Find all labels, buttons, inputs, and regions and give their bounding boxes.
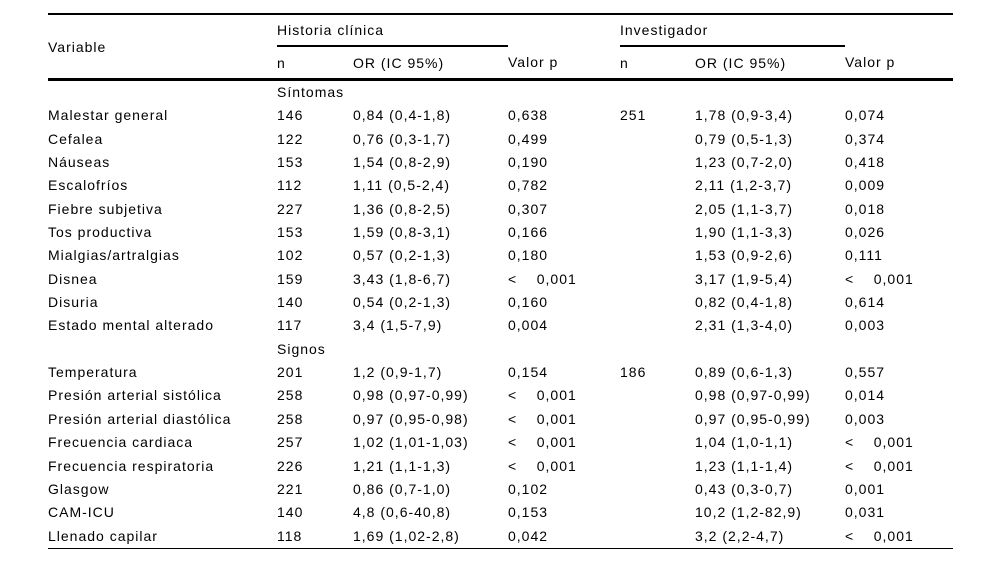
cell-p-investigador: 0,614 <box>845 294 886 311</box>
cell-p-historia: 0,180 <box>508 247 549 264</box>
column-header-or-historia: OR (IC 95%) <box>353 46 508 80</box>
cell-or-historia: 0,84 (0,4-1,8) <box>353 107 452 124</box>
group-header-row <box>48 14 953 46</box>
cell-or-historia: 3,43 (1,8-6,7) <box>353 270 452 287</box>
document-page <box>0 13 1000 563</box>
table-row <box>48 291 953 314</box>
cell-n-investigador <box>620 455 695 478</box>
cell-or-investigador: 2,31 (1,3-4,0) <box>695 317 794 334</box>
cell-p-investigador: < 0,001 <box>845 457 914 474</box>
table-row <box>48 455 953 478</box>
cell-or-investigador: 10,2 (1,2-82,9) <box>695 504 802 521</box>
table-row <box>48 501 953 524</box>
table-row <box>48 408 953 431</box>
cell-n-investigador <box>620 268 695 291</box>
cell-p-historia: < 0,001 <box>508 410 577 427</box>
cell-p-historia: 0,042 <box>508 525 620 549</box>
cell-or-investigador: 0,79 (0,5-1,3) <box>695 130 794 147</box>
cell-or-investigador: 1,78 (0,9-3,4) <box>695 107 794 124</box>
cell-variable: Llenado capilar <box>48 525 277 549</box>
cell-or-historia: 1,11 (0,5-2,4) <box>353 177 451 194</box>
cell-n-investigador <box>620 151 695 174</box>
cell-or-historia: 3,4 (1,5-7,9) <box>353 317 443 334</box>
cell-n-investigador <box>620 431 695 454</box>
cell-or-investigador: 1,04 (1,0-1,1) <box>695 434 794 451</box>
cell-n-investigador <box>620 174 695 197</box>
cell-or-historia: 0,76 (0,3-1,7) <box>353 130 452 147</box>
cell-or-historia: 0,57 (0,2-1,3) <box>353 247 452 264</box>
cell-variable: Presión arterial diastólica <box>48 410 232 427</box>
cell-p-investigador: < 0,001 <box>845 270 914 287</box>
section-row <box>48 80 953 105</box>
table-row <box>48 314 953 337</box>
cell-p-historia: 0,160 <box>508 294 549 311</box>
cell-variable: Glasgow <box>48 480 110 497</box>
section-row <box>48 338 953 361</box>
cell-n-historia: 159 <box>277 270 304 287</box>
cell-variable: Temperatura <box>48 364 138 381</box>
cell-n-historia: 122 <box>277 130 304 147</box>
cell-or-investigador: 0,89 (0,6-1,3) <box>695 364 794 381</box>
cell-n-historia: 102 <box>277 247 304 264</box>
table-row <box>48 268 953 291</box>
cell-or-historia: 1,2 (0,9-1,7) <box>353 364 443 381</box>
cell-p-investigador: 0,003 <box>845 317 886 334</box>
cell-or-historia: 0,97 (0,95-0,98) <box>353 410 469 427</box>
table-header <box>48 14 953 80</box>
cell-p-investigador: < 0,001 <box>845 434 914 451</box>
cell-p-investigador: 0,111 <box>845 247 883 264</box>
cell-or-investigador: 1,53 (0,9-2,6) <box>695 247 794 264</box>
cell-n-historia: 140 <box>277 504 304 521</box>
table-body <box>48 80 953 549</box>
cell-p-investigador: 0,374 <box>845 130 886 147</box>
table-row <box>48 221 953 244</box>
cell-variable: Escalofríos <box>48 177 129 194</box>
cell-or-historia: 1,69 (1,02-2,8) <box>353 525 508 549</box>
cell-or-investigador: 0,82 (0,4-1,8) <box>695 294 794 311</box>
cell-variable: Fiebre subjetiva <box>48 200 163 217</box>
cell-or-investigador: 1,90 (1,1-3,3) <box>695 224 794 241</box>
cell-n-investigador <box>620 314 695 337</box>
cell-n-investigador <box>620 501 695 524</box>
cell-n-investigador <box>620 525 695 549</box>
cell-or-historia: 1,59 (0,8-3,1) <box>353 224 452 241</box>
cell-p-historia: 0,190 <box>508 154 549 171</box>
cell-n-historia: 227 <box>277 200 304 217</box>
cell-p-investigador: 0,018 <box>845 200 886 217</box>
cell-or-investigador: 3,2 (2,2-4,7) <box>695 525 845 549</box>
cell-p-historia: < 0,001 <box>508 387 577 404</box>
cell-p-investigador: 0,001 <box>845 480 886 497</box>
cell-variable: Mialgias/artralgias <box>48 247 180 264</box>
cell-variable: CAM-ICU <box>48 504 115 521</box>
table-row <box>48 478 953 501</box>
column-header-n-historia: n <box>277 46 353 80</box>
section-spacer-cell <box>48 338 277 361</box>
cell-n-historia: 153 <box>277 224 304 241</box>
cell-or-investigador: 0,97 (0,95-0,99) <box>695 410 811 427</box>
cell-p-investigador: 0,557 <box>845 364 886 381</box>
cell-n-historia: 153 <box>277 154 304 171</box>
cell-n-historia: 140 <box>277 294 304 311</box>
cell-or-historia: 4,8 (0,6-40,8) <box>353 504 452 521</box>
column-header-or-investigador: OR (IC 95%) <box>695 46 845 80</box>
cell-or-investigador: 0,98 (0,97-0,99) <box>695 387 811 404</box>
table-row <box>48 361 953 384</box>
section-label: Signos <box>277 340 326 357</box>
cell-n-historia: 258 <box>277 410 304 427</box>
cell-n-historia: 201 <box>277 364 304 381</box>
cell-or-historia: 0,86 (0,7-1,0) <box>353 480 452 497</box>
cell-variable: Malestar general <box>48 107 169 124</box>
cell-p-historia: 0,004 <box>508 317 549 334</box>
cell-or-investigador: 0,43 (0,3-0,7) <box>695 480 794 497</box>
cell-or-investigador: 1,23 (1,1-1,4) <box>695 457 794 474</box>
cell-n-investigador <box>620 478 695 501</box>
cell-p-historia: < 0,001 <box>508 434 577 451</box>
cell-or-historia: 0,54 (0,2-1,3) <box>353 294 452 311</box>
cell-n-historia: 146 <box>277 107 304 124</box>
cell-p-investigador: 0,003 <box>845 410 886 427</box>
cell-n-investigador: 251 <box>620 107 647 124</box>
cell-variable: Náuseas <box>48 154 111 171</box>
cell-p-investigador: 0,014 <box>845 387 886 404</box>
cell-or-historia: 1,02 (1,01-1,03) <box>353 434 469 451</box>
cell-p-investigador: 0,031 <box>845 504 886 521</box>
cell-p-historia: 0,153 <box>508 504 549 521</box>
cell-variable: Disnea <box>48 270 98 287</box>
cell-p-historia: 0,499 <box>508 130 549 147</box>
cell-variable: Frecuencia cardiaca <box>48 434 194 451</box>
column-header-p-investigador: Valor p <box>845 46 953 80</box>
cell-or-historia: 0,98 (0,97-0,99) <box>353 387 469 404</box>
table-row <box>48 128 953 151</box>
cell-n-historia: 258 <box>277 387 304 404</box>
cell-n-historia: 118 <box>277 525 353 549</box>
cell-or-historia: 1,54 (0,8-2,9) <box>353 154 452 171</box>
cell-p-investigador: < 0,001 <box>845 525 953 549</box>
table-row <box>48 384 953 407</box>
cell-p-historia: < 0,001 <box>508 270 577 287</box>
cell-p-historia: < 0,001 <box>508 457 577 474</box>
cell-n-investigador <box>620 384 695 407</box>
table-row <box>48 244 953 267</box>
column-header-p-historia: Valor p <box>508 46 620 80</box>
cell-p-historia: 0,638 <box>508 107 549 124</box>
cell-variable: Disuria <box>48 294 99 311</box>
cell-p-investigador: 0,418 <box>845 154 886 171</box>
cell-or-investigador: 2,05 (1,1-3,7) <box>695 200 794 217</box>
cell-n-investigador <box>620 221 695 244</box>
cell-variable: Presión arterial sistólica <box>48 387 222 404</box>
group-header-spacer <box>845 14 953 46</box>
cell-variable: Tos productiva <box>48 224 153 241</box>
cell-variable: Cefalea <box>48 130 104 147</box>
cell-n-investigador <box>620 128 695 151</box>
cell-n-historia: 221 <box>277 480 304 497</box>
cell-n-historia: 112 <box>277 177 303 194</box>
cell-or-historia: 1,21 (1,1-1,3) <box>353 457 452 474</box>
table-row <box>48 431 953 454</box>
cell-n-historia: 117 <box>277 317 303 334</box>
cell-n-historia: 257 <box>277 434 304 451</box>
cell-or-investigador: 1,23 (0,7-2,0) <box>695 154 794 171</box>
table-row <box>48 151 953 174</box>
section-label: Síntomas <box>277 84 345 100</box>
table-row <box>48 198 953 221</box>
cell-p-historia: 0,166 <box>508 224 549 241</box>
cell-variable: Frecuencia respiratoria <box>48 457 215 474</box>
column-group-investigador: Investigador <box>620 14 845 46</box>
cell-p-historia: 0,154 <box>508 364 549 381</box>
cell-p-investigador: 0,026 <box>845 224 886 241</box>
column-group-historia-clinica: Historia clínica <box>277 14 508 46</box>
cell-n-investigador: 186 <box>620 364 647 381</box>
column-header-n-investigador: n <box>620 46 695 80</box>
cell-p-historia: 0,782 <box>508 177 549 194</box>
cell-or-investigador: 2,11 (1,2-3,7) <box>695 177 793 194</box>
group-header-spacer <box>508 14 620 46</box>
cell-n-historia: 226 <box>277 457 304 474</box>
table-row <box>48 174 953 197</box>
cell-p-historia: 0,307 <box>508 200 549 217</box>
cell-or-investigador: 3,17 (1,9-5,4) <box>695 270 794 287</box>
cell-p-investigador: 0,009 <box>845 177 886 194</box>
section-spacer-cell <box>48 80 277 105</box>
table-row <box>48 525 953 549</box>
cell-or-historia: 1,36 (0,8-2,5) <box>353 200 452 217</box>
cell-n-investigador <box>620 408 695 431</box>
cell-n-investigador <box>620 244 695 267</box>
statistics-table <box>48 13 953 549</box>
cell-variable: Estado mental alterado <box>48 317 214 334</box>
table-row <box>48 104 953 127</box>
cell-p-historia: 0,102 <box>508 480 549 497</box>
cell-n-investigador <box>620 291 695 314</box>
column-header-variable: Variable <box>48 14 277 80</box>
cell-n-investigador <box>620 198 695 221</box>
cell-p-investigador: 0,074 <box>845 107 886 124</box>
